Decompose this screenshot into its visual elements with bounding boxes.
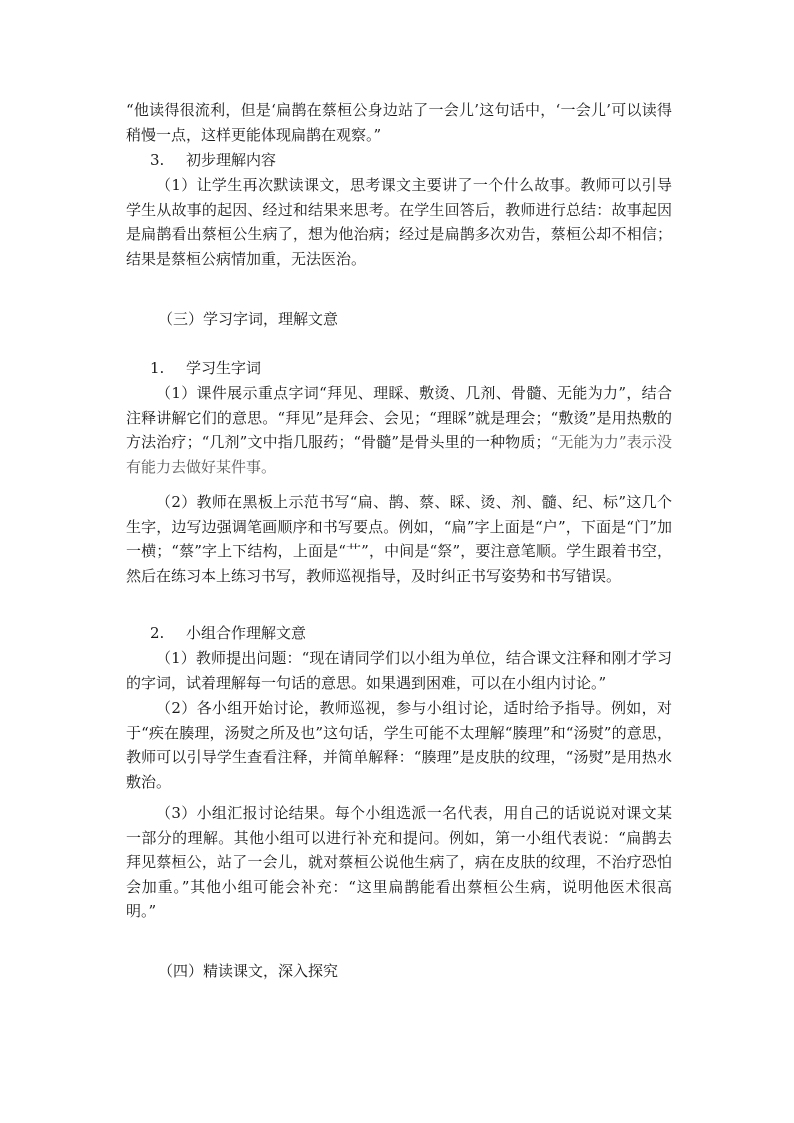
section-heading-4: （四）精读课文，深入探究 — [158, 962, 339, 980]
paragraph-story-summary: （1）让学生再次默读课文，思考课文主要讲了一个什么故事。教师可以引导学生从故事的起因、经过和结果来思考。在学生回答后，教师进行总结：故事起因是扁鹊看出蔡桓公生病了，想为他治病；经过是扁鹊多次劝告，蔡桓公却不相信；结果是蔡桓公病情加重，无法医治。 — [126, 176, 672, 268]
paragraph-vocabulary — [126, 381, 672, 479]
list-number: 3. — [150, 151, 165, 169]
paragraph-handwriting: （2）教师在黑板上示范书写“扁、鹊、蔡、睬、烫、剂、髓、纪、标”这几个生字，边写边强调笔画顺序和书写要点。例如，“扁”字上面是“户”，下面是“门”加一横；“蔡”字上下结构，上面是“艹”，中间是“祭”，要注意笔顺。学生跟着书空，然后在练习本上练习书写，教师巡视指导，及时纠正书写姿势和书写错误。 — [126, 493, 672, 585]
paragraph-reading-feedback: “他读得很流利，但是‘扁鹊在蔡桓公身边站了一会儿’这句话中，‘一会儿’可以读得稍慢一点，这样更能体现扁鹊在观察。” — [126, 101, 672, 144]
section-heading-3: （三）学习字词，理解文意 — [158, 310, 339, 328]
vocabulary-text: （1）课件展示重点字词“拜见、理睬、敷烫、几剂、骨髓、无能为力”，结合注释讲解它们的意思。“拜见”是拜会、会见；“理睬”就是理会；“敷烫”是用热敷的方法治疗；“几剂”文中指几服药；“骨髓”是骨头里的一种物质； — [126, 384, 672, 451]
list-item-2 — [150, 621, 306, 645]
list-item-3 — [150, 148, 276, 172]
list-item-label: 学习生字词 — [186, 359, 262, 377]
vocabulary-text-tail: “无能为力”表示没有能力去做好某件事。 — [126, 433, 672, 476]
list-item-label: 初步理解内容 — [186, 151, 277, 169]
list-item-label: 小组合作理解文意 — [186, 624, 307, 642]
paragraph-group-discussion: （2）各小组开始讨论，教师巡视，参与小组讨论，适时给予指导。例如，对于“疾在腠理，汤熨之所及也”这句话，学生可能不太理解“腠理”和“汤熨”的意思，教师可以引导学生查看注释，并简单解释：“腠理”是皮肤的纹理，“汤熨”是用热水敷治。 — [126, 699, 672, 791]
paragraph-group-question: （1）教师提出问题：“现在请同学们以小组为单位，结合课文注释和刚才学习的字词，试着理解每一句话的意思。如果遇到困难，可以在小组内讨论。” — [126, 649, 672, 692]
paragraph-group-report: （3）小组汇报讨论结果。每个小组选派一名代表，用自己的话说说对课文某一部分的理解。其他小组可以进行补充和提问。例如，第一小组代表说：“扁鹊去拜见蔡桓公，站了一会儿，就对蔡桓公说他生病了，病在皮肤的纹理，不治疗恐怕会加重。”其他小组可能会补充：“这里扁鹊能看出蔡桓公生病，说明他医术很高明。” — [126, 804, 672, 920]
list-number: 1. — [150, 359, 165, 377]
list-item-1 — [150, 356, 261, 380]
list-number: 2. — [150, 624, 165, 642]
